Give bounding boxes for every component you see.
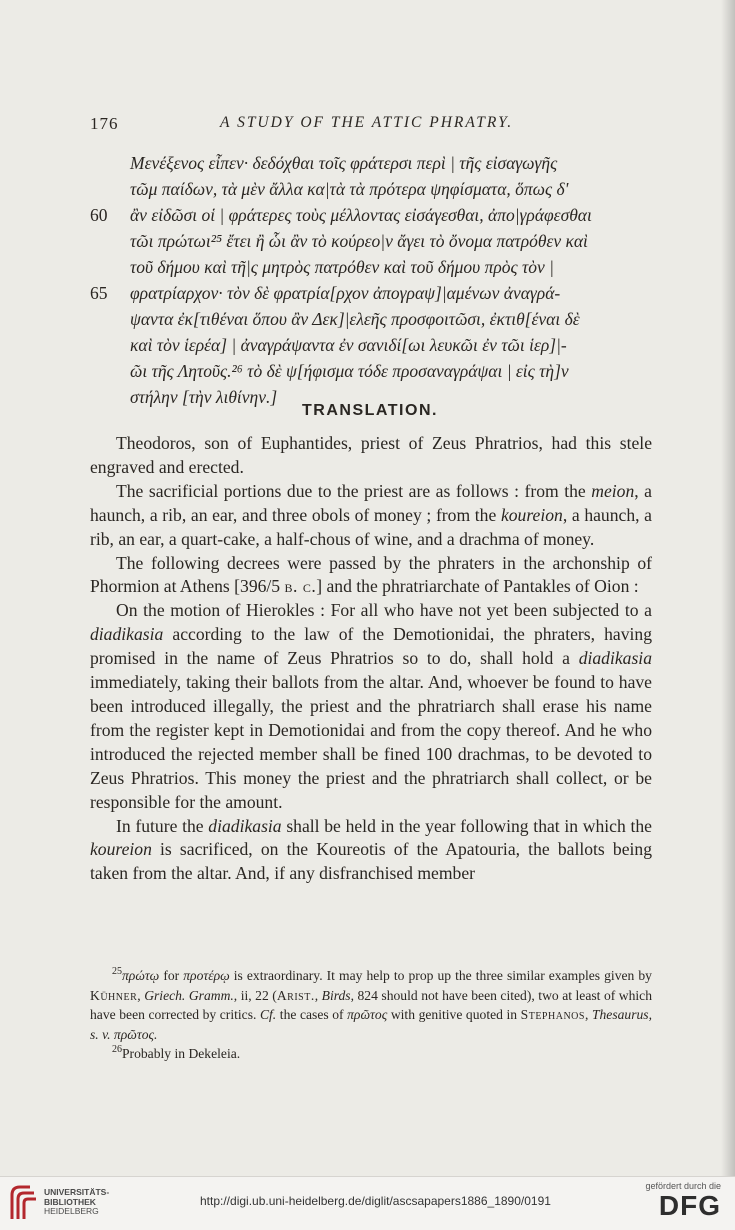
small-caps-name: Stephanos	[520, 1007, 585, 1022]
translation-paragraph	[90, 480, 652, 552]
text-run: ,	[137, 987, 145, 1003]
library-name-line: BIBLIOTHEK	[44, 1196, 96, 1207]
translation-paragraph	[90, 599, 652, 814]
greek-line-text: τῶμ παίδων, τὰ μὲν ἄλλα κα|τὰ τὰ πρότερα ψηφίσματα, ὅπως δ'	[130, 179, 569, 199]
text-run: Probably in Dekeleia.	[122, 1046, 241, 1061]
greek-line	[90, 358, 660, 384]
greek-line	[90, 332, 660, 358]
greek-line-text: Μενέξενος εἶπεν· δεδόχθαι τοῖς φράτερσι περὶ | τῆς εἰσαγωγῆς	[130, 153, 558, 173]
text-run: is sacrificed, on the Koureotis of the Apatouria, the ballots being taken from the altar. And, if any disfranchised member	[90, 839, 652, 884]
text-run: according to the law of the Demotionidai, the phraters, having promised in the name of Zeus Phratrios so to do, shall hold a	[90, 624, 652, 669]
italic-term: meion	[591, 480, 635, 501]
text-run: , ii, 22 (	[233, 987, 277, 1003]
text-run: with genitive quoted in	[387, 1007, 521, 1022]
italic-term: Griech. Gramm.	[144, 987, 234, 1003]
text-run: , 824 should not have been cited), two at least of which have been corrected by critics.	[90, 987, 653, 1022]
text-run: In future the	[116, 815, 209, 836]
permalink-url[interactable]: http://digi.ub.uni-heidelberg.de/diglit/ascsapapers1886_1890/0191	[200, 1194, 551, 1208]
text-run: On the motion of Hierokles : For all who have not yet been subjected to a	[116, 600, 652, 621]
italic-term: koureion	[90, 839, 152, 860]
greek-line	[90, 228, 660, 254]
italic-term: πρώτῳ	[122, 968, 160, 983]
greek-line-text: φρατρίαρχον· τὸν δὲ φρατρία[ρχον ἀπογραψ]|αμένων ἀναγρά-	[130, 283, 561, 303]
page-edge-shadow	[721, 0, 735, 1176]
funding-note: gefördert durch die	[645, 1181, 721, 1191]
greek-line-text: τοῦ δήμου καὶ τῆ|ς μητρὸς πατρόθεν καὶ τοῦ δήμου πρὸς τὸν |	[130, 257, 554, 277]
line-number: 60	[90, 205, 108, 225]
running-title: A STUDY OF THE ATTIC PHRATRY.	[220, 114, 514, 131]
library-city: HEIDELBERG	[44, 1206, 99, 1216]
italic-term: diadikasia	[578, 648, 652, 669]
translation-paragraph	[90, 432, 652, 480]
small-caps-name: Kühner	[90, 987, 138, 1003]
text-run: Theodoros, son of Euphantides, priest of Zeus Phratrios, had this stele engraved and erected.	[90, 433, 652, 477]
text-run: The sacrificial portions due to the priest are as follows : from the	[116, 480, 592, 501]
greek-inscription-text	[90, 150, 660, 410]
italic-term: πρῶτος	[347, 1007, 388, 1022]
footnote	[90, 966, 652, 1044]
small-caps-name: b. c.	[284, 576, 317, 597]
text-run: ,	[584, 1007, 592, 1022]
footnote	[90, 1044, 652, 1064]
greek-line-text: ψαντα ἐκ[τιθέναι ὅπου ἂν Δεκ]|ελεῆς προσφοιτῶσι, ἐκτιθ[έναι δὲ	[130, 309, 580, 329]
text-run: , a haunch, a rib, an ear, and three obols of money ; from the	[90, 480, 652, 525]
greek-line	[90, 280, 660, 306]
greek-line	[90, 254, 660, 280]
greek-line	[90, 176, 660, 202]
page-number: 176	[90, 114, 119, 133]
translation-heading: TRANSLATION.	[302, 402, 438, 419]
text-run: for	[159, 968, 184, 983]
text-run: , a haunch, a rib, an ear, a quart-cake, a half-chous of wine, and a drachma of money.	[90, 504, 652, 549]
line-number: 65	[90, 283, 108, 303]
footnote-marker: 26	[112, 1044, 122, 1055]
small-caps-name: Arist.	[276, 987, 315, 1003]
greek-line-text: ἂν εἰδῶσι οἱ | φράτερες τοὺς μέλλοντας εἰσάγεσθαι, ἀπο|γράφεσθαι	[130, 205, 592, 225]
text-run: the cases of	[276, 1007, 348, 1022]
italic-term: Cf.	[259, 1007, 277, 1022]
viewer-footer	[0, 1176, 735, 1230]
italic-term: diadikasia	[208, 815, 282, 836]
text-run: shall be held in the year following that in which the	[281, 815, 652, 836]
dfg-logo-icon: DFG	[658, 1190, 721, 1221]
funding-credit	[641, 1181, 721, 1221]
italic-term: Birds	[321, 987, 351, 1003]
text-run: ,	[314, 987, 322, 1003]
library-name-line: UNIVERSITÄTS-	[44, 1187, 110, 1197]
greek-line	[90, 306, 660, 332]
text-run: ] and the phratriarchate of Pantakles of Oion :	[316, 576, 639, 597]
text-run: is extraordinary. It may help to prop up the three similar examples given by	[229, 968, 652, 983]
text-run: The following decrees were passed by the phraters in the archonship of Phormion at Athens [396/5	[90, 552, 652, 597]
footnotes	[90, 966, 652, 1064]
translation-paragraph	[90, 552, 652, 600]
italic-term: diadikasia	[90, 624, 164, 645]
italic-term: Thesaurus, s. v. πρῶτος.	[90, 1007, 652, 1042]
italic-term: koureion	[500, 504, 563, 525]
translation-body	[90, 432, 652, 886]
running-header	[90, 114, 650, 138]
university-library-logo-icon	[8, 1183, 40, 1223]
greek-line-text: καὶ τὸν ἱερέα] | ἀναγράψαντα ἐν σανιδί[ωι λευκῶι ἐν τῶι ἱερ]|-	[130, 335, 567, 355]
greek-line	[90, 150, 660, 176]
greek-line-text: στήλην [τὴν λιθίνην.]	[130, 387, 278, 407]
text-run: immediately, taking their ballots from the altar. And, whoever be found to have been introduced illegally, the priest and the phratriarch shall erase his name from the register kept in Demotionidai and from the copy thereof. And he who introduced the rejected member shall be fined 100 drachmas, to be devoted to Zeus Phratrios. This money the priest and the phratriarch shall collect, or be responsible for the amount.	[90, 672, 652, 812]
greek-line-text: ῶι τῆς Λητοῦς.²⁶ τὸ δὲ ψ[ήφισμα τόδε προσαναγράψαι | εἰς τὴ]ν	[130, 361, 569, 381]
library-name	[44, 1188, 109, 1217]
footnote-marker: 25	[112, 966, 122, 977]
translation-paragraph	[90, 815, 652, 887]
greek-line	[90, 202, 660, 228]
greek-line-text: τῶι πρώτωι²⁵ ἔτει ἢ ὧι ἂν τὸ κούρεο|ν ἄγει τὸ ὄνομα πατρόθεν καὶ	[130, 231, 588, 251]
italic-term: προτέρῳ	[183, 968, 230, 983]
